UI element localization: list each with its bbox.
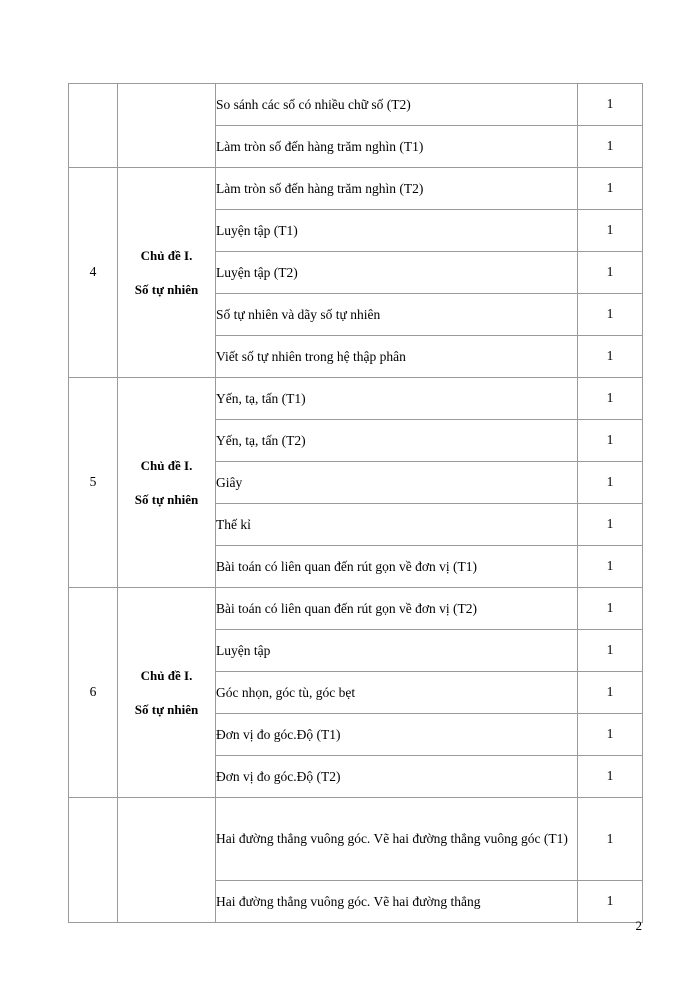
lesson-name-cell: Góc nhọn, góc tù, góc bẹt	[216, 672, 578, 714]
table-row	[69, 798, 643, 881]
week-index-cell	[69, 84, 118, 168]
period-count-cell: 1	[578, 504, 643, 546]
period-count-cell: 1	[578, 798, 643, 881]
lesson-name-cell: Số tự nhiên và dãy số tự nhiên	[216, 294, 578, 336]
week-index-cell: 5	[69, 378, 118, 588]
topic-cell	[118, 378, 216, 588]
lesson-name-cell: Làm tròn số đến hàng trăm nghìn (T2)	[216, 168, 578, 210]
period-count-cell: 1	[578, 546, 643, 588]
topic-cell	[118, 798, 216, 923]
lesson-name-cell: Làm tròn số đến hàng trăm nghìn (T1)	[216, 126, 578, 168]
period-count-cell: 1	[578, 126, 643, 168]
lesson-name-cell: Đơn vị đo góc.Độ (T1)	[216, 714, 578, 756]
lesson-name-cell: Bài toán có liên quan đến rút gọn về đơn vị (T1)	[216, 546, 578, 588]
lesson-name-cell: Luyện tập (T2)	[216, 252, 578, 294]
period-count-cell: 1	[578, 378, 643, 420]
period-count-cell: 1	[578, 420, 643, 462]
page-number: 2	[635, 918, 642, 933]
topic-cell	[118, 84, 216, 168]
week-index-cell: 4	[69, 168, 118, 378]
period-count-cell: 1	[578, 210, 643, 252]
topic-subtitle-line: Số tự nhiên	[134, 491, 199, 507]
topic-title-line: Chủ đề I.	[140, 667, 193, 683]
table-row	[69, 588, 643, 630]
lesson-name-cell: Viết số tự nhiên trong hệ thập phân	[216, 336, 578, 378]
lesson-name-cell: Thế kỉ	[216, 504, 578, 546]
lesson-name-cell: So sánh các số có nhiều chữ số (T2)	[216, 84, 578, 126]
lesson-name-cell: Hai đường thẳng vuông góc. Vẽ hai đường thẳng	[216, 881, 578, 923]
period-count-cell: 1	[578, 714, 643, 756]
period-count-cell: 1	[578, 588, 643, 630]
period-count-cell: 1	[578, 168, 643, 210]
period-count-cell: 1	[578, 462, 643, 504]
week-index-cell: 6	[69, 588, 118, 798]
period-count-cell: 1	[578, 336, 643, 378]
lesson-name-cell: Luyện tập	[216, 630, 578, 672]
lesson-name-cell: Đơn vị đo góc.Độ (T2)	[216, 756, 578, 798]
period-count-cell: 1	[578, 881, 643, 923]
lesson-name-cell: Giây	[216, 462, 578, 504]
topic-title-line: Chủ đề I.	[140, 457, 193, 473]
topic-subtitle-line: Số tự nhiên	[134, 701, 199, 717]
table-body	[69, 84, 643, 923]
period-count-cell: 1	[578, 84, 643, 126]
table-row	[69, 84, 643, 126]
topic-cell	[118, 168, 216, 378]
period-count-cell: 1	[578, 294, 643, 336]
lesson-name-cell: Luyện tập (T1)	[216, 210, 578, 252]
lesson-name-cell: Yến, tạ, tấn (T1)	[216, 378, 578, 420]
table-row	[69, 168, 643, 210]
lesson-name-cell: Bài toán có liên quan đến rút gọn về đơn vị (T2)	[216, 588, 578, 630]
period-count-cell: 1	[578, 252, 643, 294]
topic-subtitle-line: Số tự nhiên	[134, 281, 199, 297]
lesson-name-cell: Yến, tạ, tấn (T2)	[216, 420, 578, 462]
topic-title-line: Chủ đề I.	[140, 247, 193, 263]
topic-cell	[118, 588, 216, 798]
lesson-distribution-table	[68, 83, 643, 923]
period-count-cell: 1	[578, 630, 643, 672]
week-index-cell	[69, 798, 118, 923]
period-count-cell: 1	[578, 672, 643, 714]
lesson-name-cell: Hai đường thẳng vuông góc. Vẽ hai đường thẳng vuông góc (T1)	[216, 798, 578, 881]
table-row	[69, 378, 643, 420]
period-count-cell: 1	[578, 756, 643, 798]
